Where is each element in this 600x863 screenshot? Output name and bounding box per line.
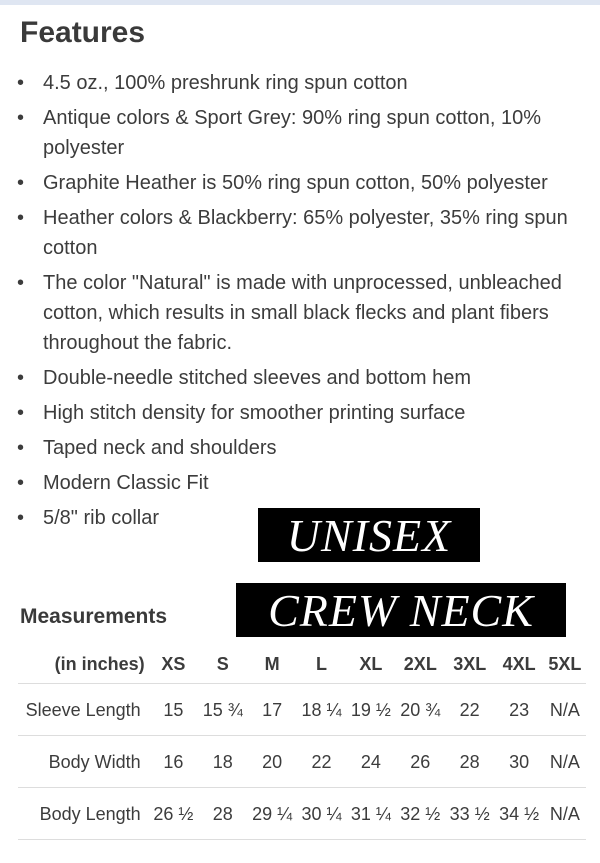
table-cell: 16 — [149, 736, 198, 788]
table-cell: 28 — [198, 788, 247, 840]
bullet-icon: • — [17, 107, 25, 129]
measurements-heading: Measurements — [20, 605, 168, 628]
row-label: Body Width — [18, 736, 149, 788]
bullet-icon: • — [17, 472, 25, 494]
table-cell: 30 — [494, 736, 543, 788]
size-column-header: 2XL — [396, 645, 445, 684]
table-cell: 20 ¾ — [396, 684, 445, 736]
table-cell: N/A — [544, 788, 586, 840]
table-cell: 15 ¾ — [198, 684, 247, 736]
size-column-header: 5XL — [544, 645, 586, 684]
table-cell: 26 — [396, 736, 445, 788]
table-cell: 18 — [198, 736, 247, 788]
table-cell: 15 — [149, 684, 198, 736]
size-column-header: M — [247, 645, 296, 684]
size-column-header: XL — [346, 645, 395, 684]
bullet-icon: • — [17, 507, 25, 529]
row-label: Body Length — [18, 788, 149, 840]
feature-item: • 5/8" rib collar — [0, 503, 600, 533]
bullet-icon: • — [17, 437, 25, 459]
bullet-icon: • — [17, 72, 25, 94]
table-cell: 31 ¼ — [346, 788, 395, 840]
feature-item: • 4.5 oz., 100% preshrunk ring spun cotton — [0, 68, 600, 98]
size-column-header: L — [297, 645, 346, 684]
table-cell: 26 ½ — [149, 788, 198, 840]
bullet-icon: • — [17, 272, 25, 294]
bullet-icon: • — [17, 367, 25, 389]
table-cell: 32 ½ — [396, 788, 445, 840]
table-cell: 17 — [247, 684, 296, 736]
feature-item: • Modern Classic Fit — [0, 468, 600, 498]
table-cell: 18 ¼ — [297, 684, 346, 736]
table-cell: N/A — [544, 736, 586, 788]
table-cell: 24 — [346, 736, 395, 788]
table-cell: 30 ¼ — [297, 788, 346, 840]
table-row — [18, 736, 586, 788]
table-cell: 34 ½ — [494, 788, 543, 840]
table-cell: 23 — [494, 684, 543, 736]
table-cell: 22 — [445, 684, 494, 736]
size-column-header: 3XL — [445, 645, 494, 684]
features-heading: Features — [20, 16, 146, 49]
bullet-icon: • — [17, 207, 25, 229]
table-row — [18, 684, 586, 736]
feature-item: • Graphite Heather is 50% ring spun cotton, 50% polyester — [0, 168, 600, 198]
features-list — [0, 68, 600, 538]
feature-item: • Taped neck and shoulders — [0, 433, 600, 463]
size-chart-table — [18, 645, 586, 840]
feature-item: • The color "Natural" is made with unprocessed, unbleached cotton, which results in small black flecks and plant fibers throughout the fabric. — [0, 268, 600, 358]
unisex-label: UNISEX — [258, 508, 480, 562]
crew-neck-label: CREW NECK — [236, 583, 566, 637]
table-row — [18, 788, 586, 840]
bullet-icon: • — [17, 172, 25, 194]
table-cell: 33 ½ — [445, 788, 494, 840]
feature-item: • Heather colors & Blackberry: 65% polyester, 35% ring spun cotton — [0, 203, 600, 263]
table-cell: 28 — [445, 736, 494, 788]
bullet-icon: • — [17, 402, 25, 424]
table-cell: 22 — [297, 736, 346, 788]
table-cell: 29 ¼ — [247, 788, 296, 840]
size-header-row — [18, 645, 586, 684]
table-cell: 19 ½ — [346, 684, 395, 736]
feature-item: • High stitch density for smoother printing surface — [0, 398, 600, 428]
size-column-header: 4XL — [494, 645, 543, 684]
size-column-header: S — [198, 645, 247, 684]
table-cell: 20 — [247, 736, 296, 788]
row-label: Sleeve Length — [18, 684, 149, 736]
feature-item: • Double-needle stitched sleeves and bottom hem — [0, 363, 600, 393]
size-column-header: XS — [149, 645, 198, 684]
units-header: (in inches) — [18, 645, 149, 684]
feature-item: • Antique colors & Sport Grey: 90% ring spun cotton, 10% polyester — [0, 103, 600, 163]
table-cell: N/A — [544, 684, 586, 736]
top-border — [0, 0, 600, 5]
